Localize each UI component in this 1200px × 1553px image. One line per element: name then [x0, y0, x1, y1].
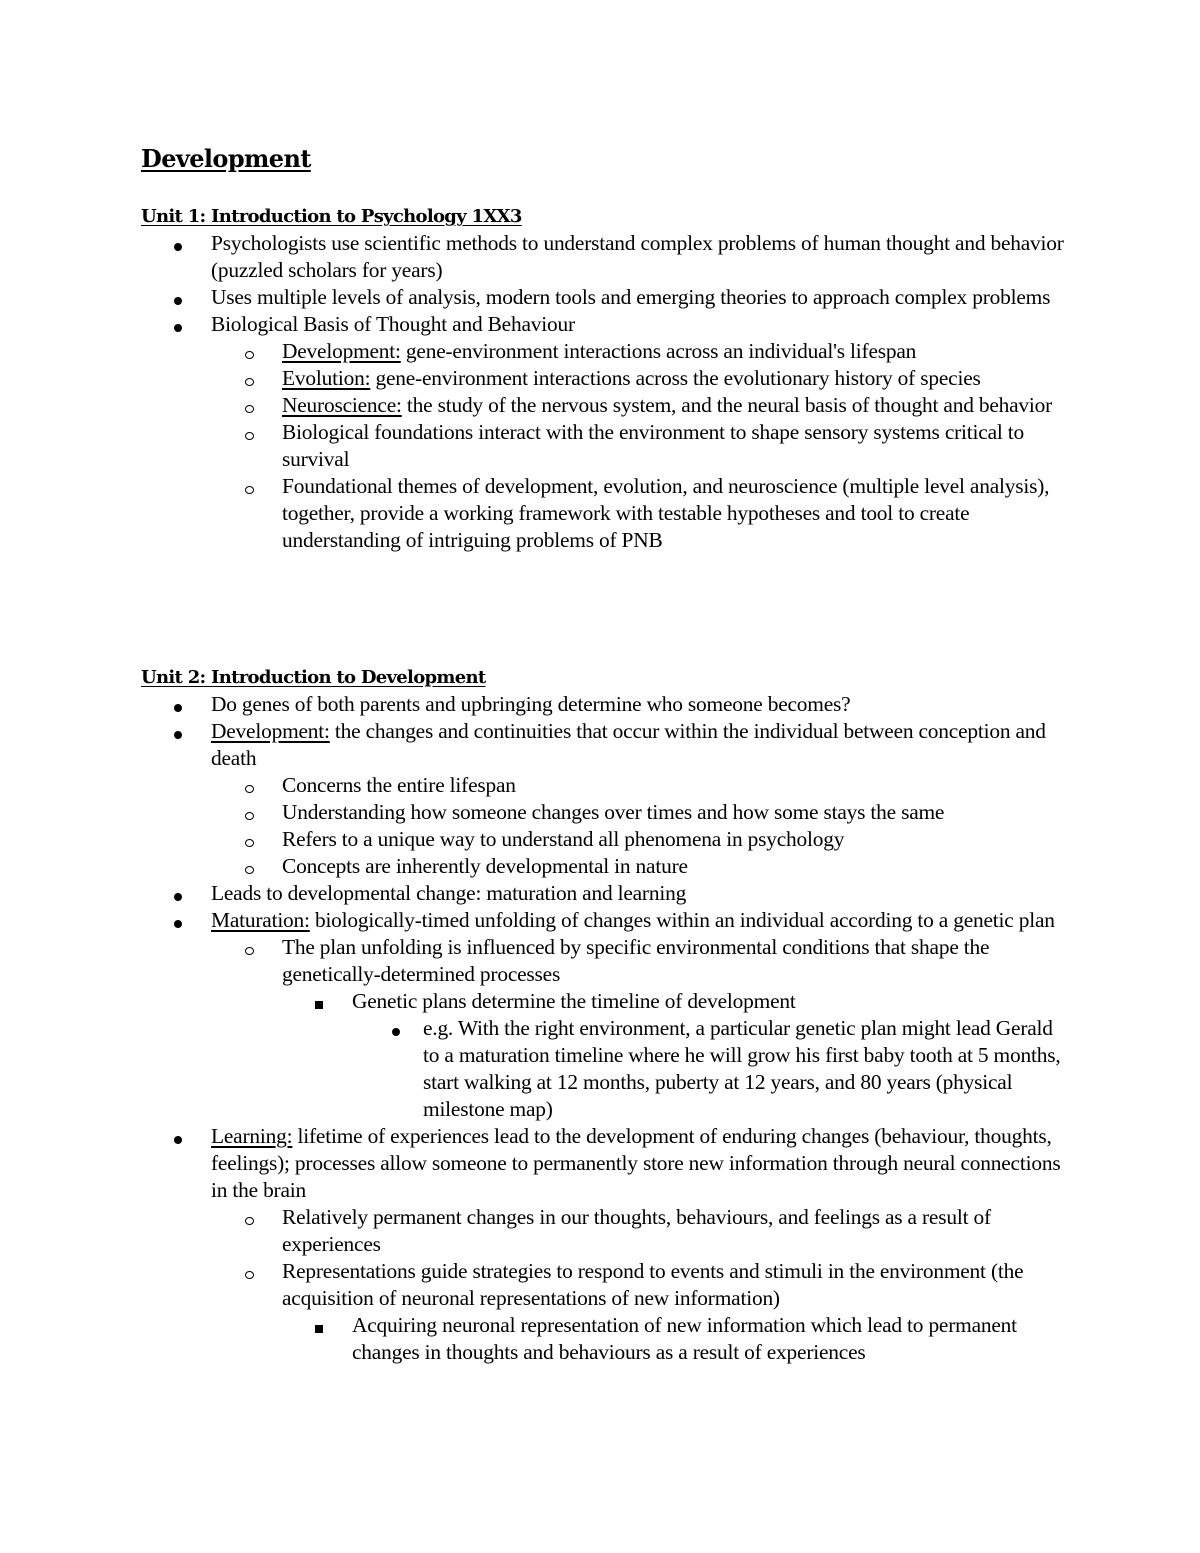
list-item [141, 473, 1071, 554]
list-item [141, 772, 1071, 799]
list-item [141, 365, 1071, 392]
list-item [141, 284, 1071, 311]
unit-2-heading: Unit 2: Introduction to Development [141, 667, 486, 688]
list-item [141, 907, 1071, 934]
list-item [141, 988, 1071, 1015]
list-item [141, 419, 1071, 473]
bullet-disc-icon [174, 893, 182, 901]
bullet-disc-icon [174, 297, 182, 305]
bullet-circle-icon [245, 432, 254, 440]
bullet-disc-icon [174, 731, 182, 739]
bullet-circle-icon [245, 839, 254, 847]
bullet-circle-icon [245, 405, 254, 413]
term-label: Development: [211, 719, 330, 743]
item-text: Do genes of both parents and upbringing determine who someone becomes? [211, 692, 851, 716]
list-item [141, 1204, 1071, 1258]
term-label: Maturation: [211, 908, 310, 932]
document-title: Development [141, 144, 311, 173]
bullet-square-icon [315, 1001, 323, 1009]
bullet-circle-icon [245, 1271, 254, 1279]
item-text: Genetic plans determine the timeline of development [352, 989, 796, 1013]
bullet-disc-icon [174, 1136, 182, 1144]
item-text: The plan unfolding is influenced by specific environmental conditions that shape the genetically-determined processes [282, 935, 990, 986]
bullet-disc-icon [174, 920, 182, 928]
item-text: Biological Basis of Thought and Behaviour [211, 312, 575, 336]
item-text: biologically-timed unfolding of changes within an individual according to a genetic plan [309, 908, 1055, 932]
list-item [141, 691, 1071, 718]
item-text: Refers to a unique way to understand all phenomena in psychology [282, 827, 845, 851]
bullet-circle-icon [245, 378, 254, 386]
bullet-circle-icon [245, 486, 254, 494]
term-label: Learning: [211, 1124, 293, 1148]
list-item [141, 718, 1071, 772]
list-item [141, 1123, 1071, 1204]
unit-1-section [141, 203, 1071, 554]
item-text: Leads to developmental change: maturation and learning [211, 881, 687, 905]
item-text: lifetime of experiences lead to the development of enduring changes (behaviour, thoughts, feelings); processes allow someone to permanently store new information through neural connections in the brain [211, 1124, 1061, 1202]
list-item [141, 338, 1071, 365]
bullet-circle-icon [245, 947, 254, 955]
item-text: the changes and continuities that occur within the individual between conception and death [211, 719, 1046, 770]
term-label: Neuroscience: [282, 393, 402, 417]
item-text: Biological foundations interact with the environment to shape sensory systems critical to survival [282, 420, 1024, 471]
unit-2-section [141, 664, 1071, 1366]
item-text: Acquiring neuronal representation of new information which lead to permanent changes in thoughts and behaviours as a result of experiences [352, 1313, 1017, 1364]
list-item [141, 230, 1071, 284]
term-label: Development: [282, 339, 401, 363]
list-item [141, 880, 1071, 907]
bullet-circle-icon [245, 812, 254, 820]
list-item [141, 392, 1071, 419]
list-item [141, 1015, 1071, 1123]
item-text: e.g. With the right environment, a particular genetic plan might lead Gerald to a maturation timeline where he will grow his first baby tooth at 5 months, start walking at 12 months, puberty at 12 years, and 80 years (physical milestone map) [423, 1016, 1061, 1121]
bullet-disc-icon [392, 1028, 400, 1036]
item-text: gene-environment interactions across the evolutionary history of species [370, 366, 981, 390]
item-text: Uses multiple levels of analysis, modern tools and emerging theories to approach complex problems [211, 285, 1051, 309]
item-text: the study of the nervous system, and the neural basis of thought and behavior [401, 393, 1053, 417]
item-text: Relatively permanent changes in our thoughts, behaviours, and feelings as a result of experiences [282, 1205, 991, 1256]
item-text: Representations guide strategies to respond to events and stimuli in the environment (the acquisition of neuronal representations of new information) [282, 1259, 1024, 1310]
bullet-disc-icon [174, 704, 182, 712]
list-item [141, 799, 1071, 826]
list-item [141, 853, 1071, 880]
bullet-circle-icon [245, 351, 254, 359]
item-text: Foundational themes of development, evolution, and neuroscience (multiple level analysis), together, provide a working framework with testable hypotheses and tool to create understanding of intriguing problems of PNB [282, 474, 1050, 552]
term-label: Evolution: [282, 366, 371, 390]
bullet-circle-icon [245, 1217, 254, 1225]
list-item [141, 1258, 1071, 1312]
list-item [141, 311, 1071, 338]
item-text: gene-environment interactions across an individual's lifespan [400, 339, 917, 363]
unit-1-heading: Unit 1: Introduction to Psychology 1XX3 [141, 206, 522, 227]
bullet-circle-icon [245, 785, 254, 793]
bullet-square-icon [315, 1325, 323, 1333]
list-item [141, 934, 1071, 988]
bullet-disc-icon [174, 324, 182, 332]
item-text: Concepts are inherently developmental in nature [282, 854, 688, 878]
bullet-circle-icon [245, 866, 254, 874]
list-item [141, 1312, 1071, 1366]
item-text: Concerns the entire lifespan [282, 773, 516, 797]
item-text: Understanding how someone changes over times and how some stays the same [282, 800, 945, 824]
list-item [141, 826, 1071, 853]
item-text: Psychologists use scientific methods to understand complex problems of human thought and behavior (puzzled scholars for years) [211, 231, 1064, 282]
bullet-disc-icon [174, 243, 182, 251]
